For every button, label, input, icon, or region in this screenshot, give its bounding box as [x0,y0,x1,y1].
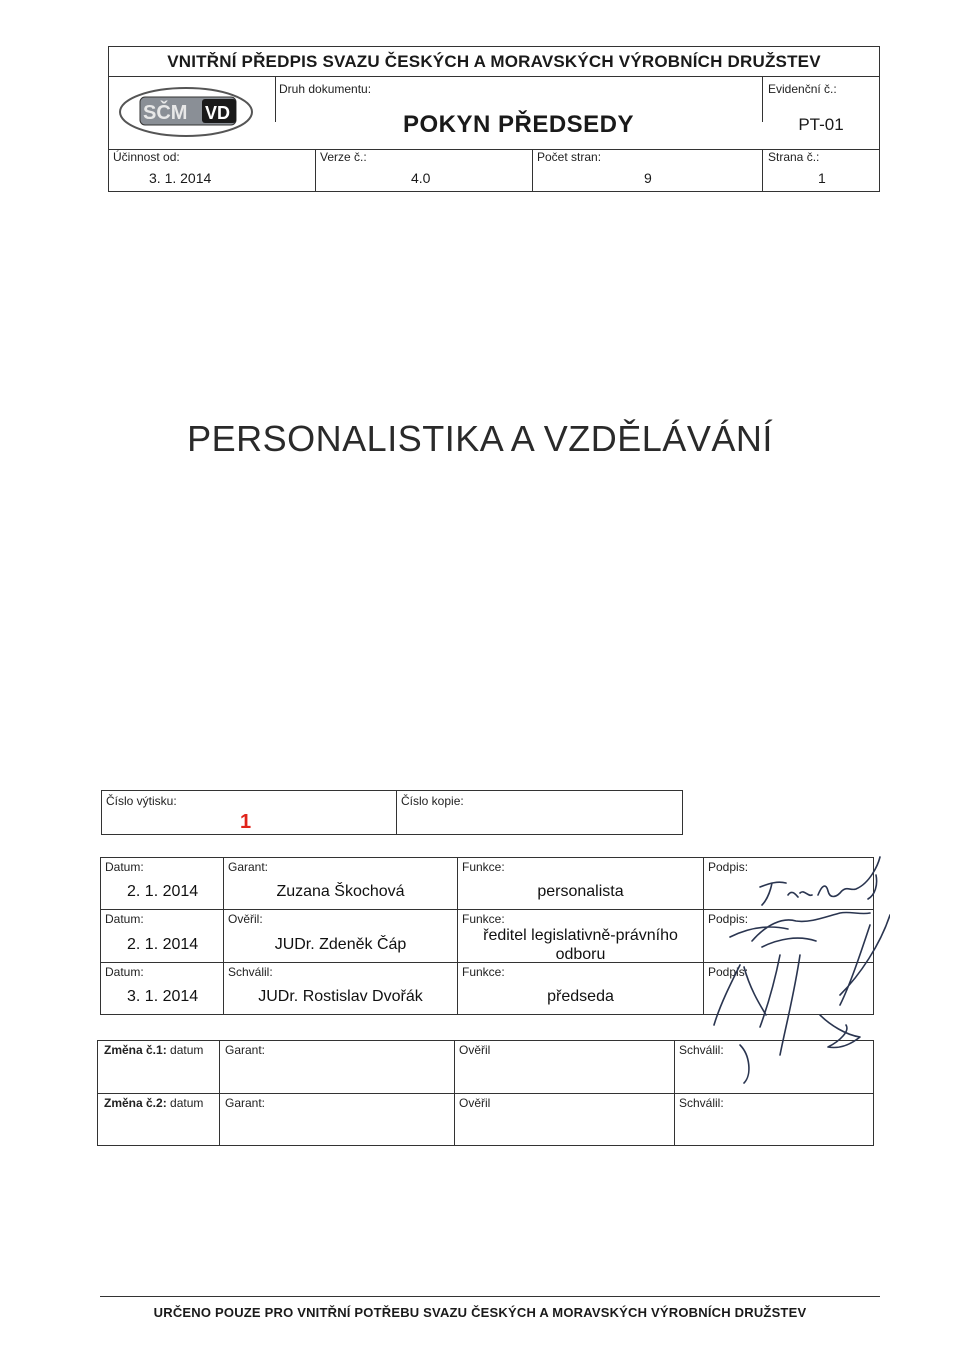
document-title: PERSONALISTIKA A VZDĚLÁVÁNÍ [187,418,773,459]
signature-stroke [818,857,880,899]
evid-value: PT-01 [798,115,844,134]
datum-label: Datum: [105,860,144,874]
overil-label: Ověřil [459,1043,491,1057]
doc-type-label: Druh dokumentu: [279,82,372,96]
podpis-label: Podpis: [708,912,749,926]
schvalil-label: Schválil: [679,1096,724,1110]
podpis-label: Podpis: [708,860,749,874]
change-label: Změna č.2: datum [104,1096,204,1110]
funkce-label: Funkce: [462,860,505,874]
signature-stroke [730,912,870,947]
signature-stroke [840,915,890,1005]
role-label: Ověřil: [228,912,263,926]
divider [98,1093,873,1094]
overil-label: Ověřil [459,1096,491,1110]
funkce-label: Funkce: [462,965,505,979]
ucinnost-value: 3. 1. 2014 [149,170,212,186]
role-label: Schválil: [228,965,273,979]
divider [315,149,316,191]
role-label: Garant: [228,860,269,874]
ucinnost-label: Účinnost od: [113,150,180,164]
strana-label: Strana č.: [768,150,820,164]
datum-label: Datum: [105,965,144,979]
pocet-value: 9 [644,170,652,186]
copy-number-box [101,790,683,835]
funkce-value-line2: odboru [555,946,606,963]
person-name: Zuzana Škochová [276,883,405,900]
divider [532,149,533,191]
datum-label: Datum: [105,912,144,926]
verze-label: Verze č.: [320,150,367,164]
org-logo [118,82,260,142]
datum-value: 2. 1. 2014 [127,936,199,953]
evid-label: Evidenční č.: [768,82,837,96]
funkce-value: předseda [547,988,614,1005]
change-label: Změna č.1: datum [104,1043,204,1057]
divider [109,149,879,150]
footer-note: URČENO POUZE PRO VNITŘNÍ POTŘEBU SVAZU ČESKÝCH A MORAVSKÝCH VÝROBNÍCH DRUŽSTEV [153,1305,807,1320]
person-name: JUDr. Rostislav Dvořák [258,988,423,1005]
funkce-value-line1: ředitel legislativně-právního [483,927,678,944]
strana-value: 1 [818,170,826,186]
divider [219,1041,220,1145]
schvalil-label: Schválil: [679,1043,724,1057]
vytisk-label: Číslo výtisku: [106,794,177,808]
datum-value: 3. 1. 2014 [127,988,199,1005]
vytisk-value: 1 [240,811,252,833]
signature-stroke [760,882,812,905]
org-title: VNITŘNÍ PŘEDPIS SVAZU ČESKÝCH A MORAVSKÝCH VÝROBNÍCH DRUŽSTEV [109,47,879,77]
funkce-value: personalista [537,883,624,900]
pocet-label: Počet stran: [537,150,602,164]
footer-divider [100,1296,880,1297]
svg-text:VD: VD [205,103,231,123]
svg-text:SČM: SČM [143,102,188,124]
podpis-label: Podpis: [708,965,749,979]
garant-label: Garant: [225,1043,266,1057]
divider [674,1041,675,1145]
signature-stroke [740,1045,749,1083]
datum-value: 2. 1. 2014 [127,883,199,900]
divider [762,149,763,191]
funkce-label: Funkce: [462,912,505,926]
doc-type-value: POKYN PŘEDSEDY [402,111,635,138]
kopie-label: Číslo kopie: [401,794,464,808]
verze-value: 4.0 [411,170,431,186]
handwritten-signatures [700,855,890,1085]
signature-stroke [820,1015,860,1048]
person-name: JUDr. Zdeněk Čáp [274,936,407,953]
divider [396,791,397,834]
divider [454,1041,455,1145]
signature-stroke [714,955,800,1055]
garant-label: Garant: [225,1096,266,1110]
